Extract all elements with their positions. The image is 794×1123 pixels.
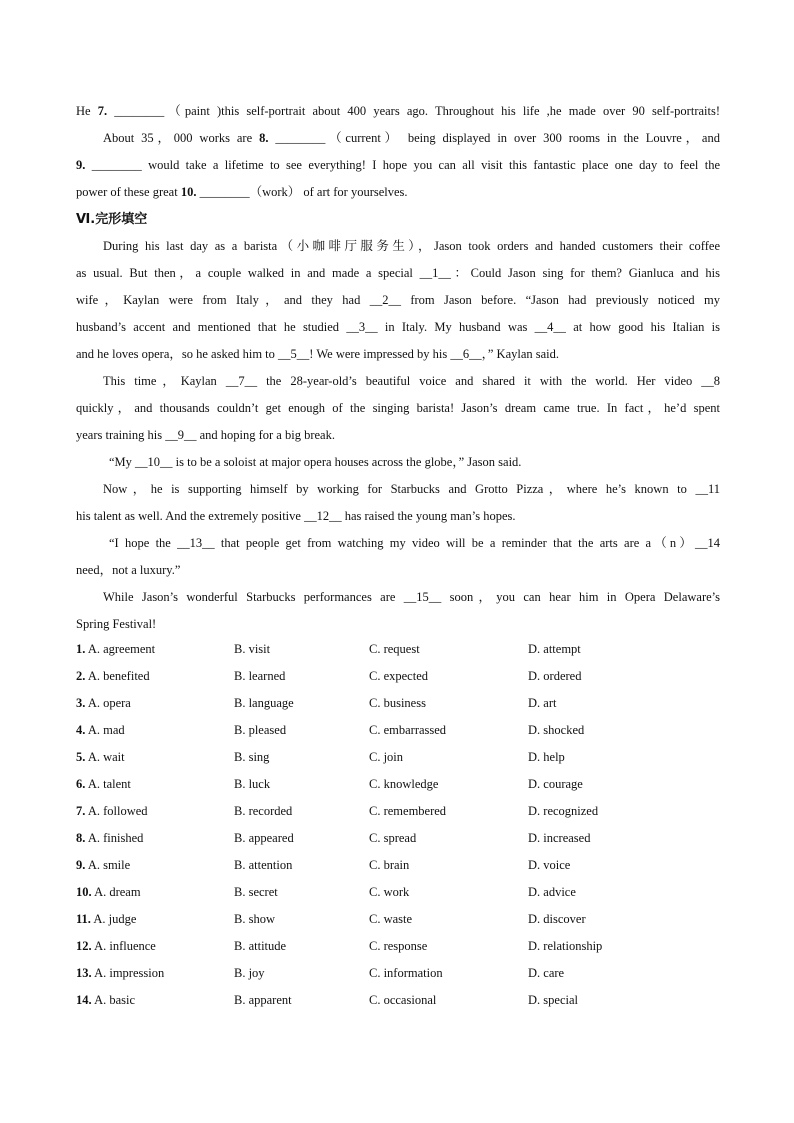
option-d: D. attempt — [528, 642, 581, 656]
option-a: A. agreement — [87, 642, 156, 656]
option-c: C. response — [369, 939, 428, 953]
text: ________（paint )this self-portrait about 400 years ago. Throughout his life ,he made over 90 self-portraits! — [107, 104, 721, 118]
option-c: C. work — [369, 885, 410, 899]
option-row — [76, 825, 720, 852]
passage-line — [76, 125, 720, 152]
option-c: C. expected — [369, 669, 429, 683]
option-a: A. wait — [87, 750, 125, 764]
option-a: A. opera — [87, 696, 131, 710]
option-row — [76, 960, 720, 987]
cloze-line: Now，he is supporting himself by working for Starbucks and Grotto Pizza，where he’s known to __11 — [103, 482, 720, 496]
option-c: C. brain — [369, 858, 410, 872]
option-d: D. shocked — [528, 723, 585, 737]
question-number: 5. — [76, 750, 86, 764]
cloze-line: “I hope the __13__ that people get from watching my video will be a reminder that the arts are a（n）__14 — [109, 536, 720, 550]
option-b: B. language — [234, 696, 294, 710]
question-number: 10. — [180, 185, 197, 199]
option-a: A. mad — [87, 723, 125, 737]
option-c: C. remembered — [369, 804, 447, 818]
option-a: A. finished — [87, 831, 144, 845]
cloze-line: wife，Kaylan were from Italy，and they had __2__ from Jason before. “Jason had previously noticed my — [76, 293, 720, 307]
option-b: B. attention — [234, 858, 293, 872]
cloze-line: quickly，and thousands couldn’t get enough of the singing barista! Jason’s dream came true. In fact，he’d spent — [76, 401, 720, 415]
option-row — [76, 906, 720, 933]
option-row — [76, 690, 720, 717]
cloze-line: During his last day as a barista（小咖啡厅服务生），Jason took orders and handed customers their coffee — [103, 239, 720, 253]
option-d: D. ordered — [528, 669, 582, 683]
option-b: B. secret — [234, 885, 278, 899]
option-b: B. show — [234, 912, 275, 926]
option-b: B. appeared — [234, 831, 294, 845]
option-row — [76, 852, 720, 879]
cloze-line: While Jason’s wonderful Starbucks performances are __15__ soon，you can hear him in Opera Delaware’s — [103, 590, 720, 604]
option-row — [76, 933, 720, 960]
question-number: 11. — [76, 912, 91, 926]
option-a: A. influence — [94, 939, 156, 953]
question-number: 8. — [76, 831, 86, 845]
cloze-line: This time，Kaylan __7__ the 28-year-old’s beautiful voice and shared it with the world. Her video __8 — [103, 374, 720, 388]
option-c: C. spread — [369, 831, 417, 845]
option-a: A. judge — [93, 912, 137, 926]
option-b: B. apparent — [234, 993, 292, 1007]
question-number: 14. — [76, 993, 92, 1007]
option-row — [76, 636, 720, 663]
passage-line — [76, 152, 720, 179]
option-c: C. knowledge — [369, 777, 439, 791]
option-c: C. information — [369, 966, 443, 980]
option-c: C. embarrassed — [369, 723, 447, 737]
text: power of these great — [76, 185, 181, 199]
option-row — [76, 987, 720, 1014]
option-a: A. dream — [94, 885, 141, 899]
option-b: B. visit — [234, 642, 271, 656]
option-b: B. attitude — [234, 939, 287, 953]
question-number: 9. — [76, 158, 86, 172]
option-d: D. art — [528, 696, 557, 710]
option-d: D. care — [528, 966, 565, 980]
option-row — [76, 771, 720, 798]
cloze-line: as usual. But then，a couple walked in and made a special __1__：Could Jason sing for them? Gianluca and his — [76, 266, 720, 280]
question-number: 4. — [76, 723, 86, 737]
option-c: C. join — [369, 750, 404, 764]
cloze-line: husband’s accent and mentioned that he studied __3__ in Italy. My husband was __4__ at how good his Italian is — [76, 320, 720, 334]
option-row — [76, 879, 720, 906]
question-number: 3. — [76, 696, 86, 710]
question-number: 7. — [76, 804, 86, 818]
text: He — [76, 104, 98, 118]
question-number: 2. — [76, 669, 86, 683]
cloze-line: his talent as well. And the extremely positive __12__ has raised the young man’s hopes. — [76, 509, 516, 523]
option-c: C. business — [369, 696, 426, 710]
option-d: D. special — [528, 993, 578, 1007]
option-c: C. occasional — [369, 993, 437, 1007]
question-number: 9. — [76, 858, 86, 872]
question-number: 7. — [97, 104, 108, 118]
passage-line — [76, 179, 720, 206]
option-c: C. request — [369, 642, 420, 656]
text: ________（work） of art for yourselves. — [196, 185, 408, 199]
cloze-line: “My __10__ is to be a soloist at major opera houses across the globe，” Jason said. — [109, 455, 522, 469]
option-d: D. voice — [528, 858, 571, 872]
question-number: 1. — [76, 642, 86, 656]
option-d: D. courage — [528, 777, 583, 791]
document-page — [76, 98, 720, 638]
option-b: B. learned — [234, 669, 286, 683]
question-number: 10. — [76, 885, 92, 899]
text: ________（current） being displayed in over 300 rooms in the Louvre，and — [268, 131, 720, 145]
option-a: A. benefited — [87, 669, 150, 683]
option-b: B. recorded — [234, 804, 293, 818]
question-number: 6. — [76, 777, 86, 791]
option-a: A. basic — [94, 993, 136, 1007]
text: About 35，000 works are — [103, 131, 260, 145]
cloze-line: need，not a luxury.” — [76, 563, 181, 577]
option-d: D. discover — [528, 912, 586, 926]
option-row — [76, 798, 720, 825]
option-row — [76, 717, 720, 744]
cloze-line: Spring Festival! — [76, 617, 157, 631]
option-d: D. recognized — [528, 804, 599, 818]
question-number: 8. — [259, 131, 269, 145]
text: ________ would take a lifetime to see everything! I hope you can all visit this fantastic place one day to feel the — [85, 158, 720, 172]
option-a: A. talent — [87, 777, 131, 791]
option-d: D. advice — [528, 885, 576, 899]
option-c: C. waste — [369, 912, 413, 926]
option-a: A. impression — [94, 966, 165, 980]
option-b: B. sing — [234, 750, 270, 764]
option-a: A. smile — [87, 858, 131, 872]
option-d: D. increased — [528, 831, 591, 845]
cloze-line: and he loves opera，so he asked him to __5__! We were impressed by his __6__，” Kaylan said. — [76, 347, 560, 361]
question-number: 12. — [76, 939, 92, 953]
option-b: B. luck — [234, 777, 271, 791]
option-a: A. followed — [87, 804, 148, 818]
option-d: D. relationship — [528, 939, 603, 953]
question-number: 13. — [76, 966, 92, 980]
option-d: D. help — [528, 750, 565, 764]
option-b: B. joy — [234, 966, 265, 980]
option-b: B. pleased — [234, 723, 287, 737]
passage-line — [76, 98, 720, 125]
option-row — [76, 663, 720, 690]
section-title: Ⅵ.完形填空 — [76, 212, 148, 227]
cloze-line: years training his __9__ and hoping for a big break. — [76, 428, 335, 442]
option-row — [76, 744, 720, 771]
options-table — [76, 636, 720, 1014]
